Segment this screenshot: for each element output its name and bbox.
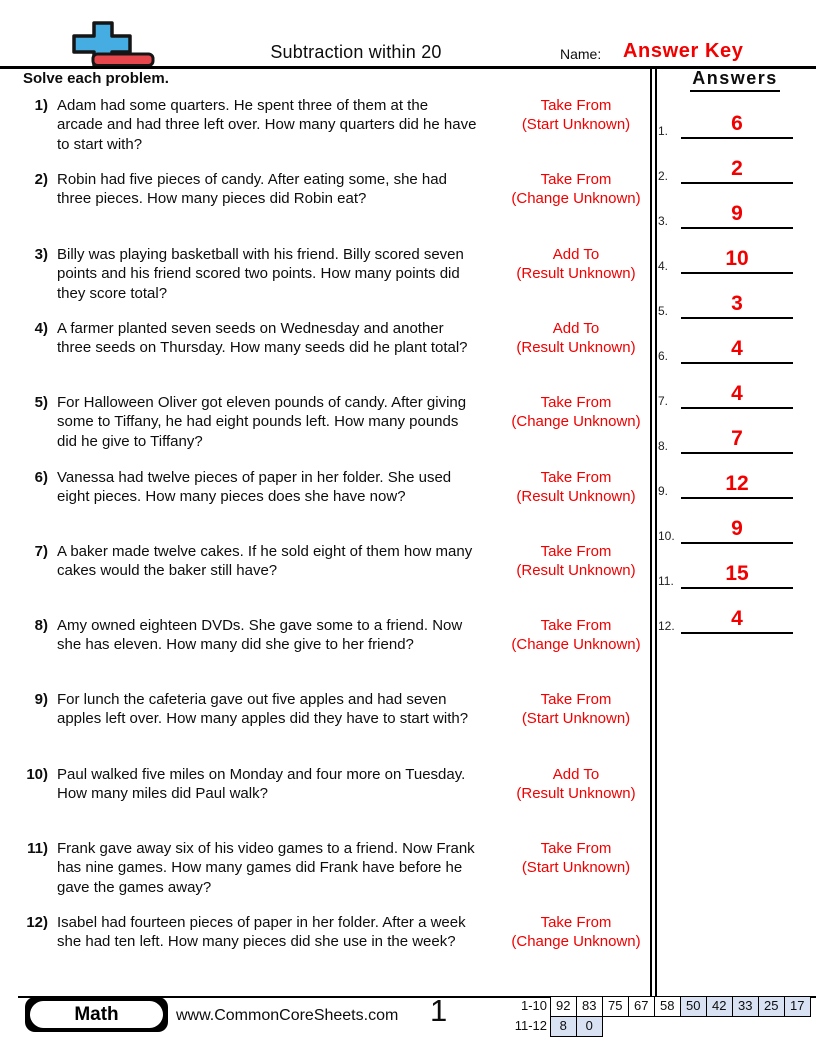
problem-type-label [505,542,647,581]
problem-type-label-line: Take From [540,97,612,114]
answer-item [656,381,796,409]
answer-item-number: 10. [658,529,675,543]
answer-item-number: 4. [658,259,669,273]
problem-type-label [505,319,647,358]
problem-type-label [505,839,647,878]
answer-item [656,516,796,544]
problem-type-label [505,913,647,952]
problem-text-line: gave the games away? [57,878,212,896]
grading-row [503,996,811,1017]
answer-item [656,426,796,454]
problem-type-label-line: Take From [540,469,612,486]
problem-type-label-line: Add To [552,246,600,263]
problem-text [57,393,466,451]
problem-type-label [505,690,647,729]
grading-score-cell: 33 [732,996,760,1017]
grading-score-cell: 92 [550,996,578,1017]
problem-text [57,765,465,804]
answer-item-number: 9. [658,484,669,498]
grading-score-cell: 75 [602,996,630,1017]
answer-blank-line [681,335,793,364]
problem-text-line: Amy owned eighteen DVDs. She gave some to a friend. Now [57,617,463,634]
answer-item-number: 12. [658,619,675,633]
problem-text [57,913,466,952]
problem-number: 4) [34,320,48,337]
problem-text-line: apples left over. How many apples did they have to start with? [57,710,469,728]
problem-text [57,839,475,897]
grading-row [503,1016,811,1037]
problem-text [57,170,447,209]
problem-type-label-line: Add To [552,766,600,783]
problem-type-label [505,170,647,209]
answer-item-number: 6. [658,349,669,363]
problem-type-label [505,96,647,135]
grading-score-cell: 42 [706,996,734,1017]
problem-type-label-line: (Change Unknown) [511,933,641,951]
problem-text-line: For Halloween Oliver got eleven pounds of candy. After giving [57,394,467,411]
problem-type-label-line: (Result Unknown) [516,562,636,580]
problem-text [57,690,468,729]
problem-type-label-line: (Start Unknown) [521,116,631,134]
answer-value: 4 [731,607,743,630]
answer-blank-line [681,155,793,184]
problem-type-label-line: Take From [540,617,612,634]
subject-badge-label: Math [30,1001,163,1028]
problem-text-line: points and his friend scored two points. How many points did [57,265,460,283]
answer-blank-line [681,605,793,634]
answer-value: 9 [731,517,743,540]
problem-text-line: For lunch the cafeteria gave out five apples and had seven [57,691,447,708]
grading-scale-table [503,996,811,1037]
grading-score-cell: 17 [784,996,812,1017]
answer-value: 9 [731,202,743,225]
problem-type-label [505,245,647,284]
answer-item [656,291,796,319]
problem-text-line: How many miles did Paul walk? [57,785,268,803]
problem-text [57,96,476,154]
grading-score-cell: 50 [680,996,708,1017]
problem-number: 11) [27,840,48,857]
problem-type-label-line: (Result Unknown) [516,265,636,283]
problem-type-label-line: (Change Unknown) [511,190,641,208]
subject-badge [25,997,168,1032]
grading-score-cell: 25 [758,996,786,1017]
answer-item [656,156,796,184]
problem-type-label-line: (Result Unknown) [516,785,636,803]
problem-text-line: Vanessa had twelve pieces of paper in her folder. She used [57,469,452,486]
grading-row-label: 11-12 [514,1017,547,1033]
problem-type-label [505,393,647,432]
name-label: Name: [560,46,602,62]
answer-blank-line [681,380,793,409]
problem-type-label-line: Take From [540,691,612,708]
answer-value: 12 [725,472,749,495]
problem-text-line: three seeds on Thursday. How many seeds did he plant total? [57,339,468,357]
answer-item [656,561,796,589]
problem-type-label-line: (Change Unknown) [511,413,641,431]
answer-item [656,471,796,499]
plus-minus-logo-icon [70,21,156,67]
problem-text-line: to start with? [57,135,143,153]
problem-text [57,245,464,303]
problem-number: 8) [34,617,48,634]
answer-blank-line [681,290,793,319]
answer-item-number: 5. [658,304,669,318]
problem-text-line: they score total? [57,284,168,302]
answer-blank-line [681,110,793,139]
problem-text-line: eight pieces. How many pieces does she have now? [57,488,406,506]
problem-text-line: she had ten left. How many pieces did she use in the week? [57,933,456,951]
problem-text-line: Billy was playing basketball with his friend. Billy scored seven [57,246,464,263]
problem-text-line: she has eleven. How many did she give to her friend? [57,636,414,654]
problem-type-label-line: Add To [552,320,600,337]
problem-number: 5) [34,394,48,411]
answer-item-number: 7. [658,394,669,408]
answer-value: 15 [725,562,749,585]
answer-item [656,606,796,634]
answer-blank-line [681,245,793,274]
answer-item [656,201,796,229]
answer-blank-line [681,515,793,544]
problem-number: 12) [26,914,48,931]
problem-type-label-line: Take From [540,543,612,560]
answer-item [656,111,796,139]
answer-value: 2 [731,157,743,180]
problem-text-line: arcade and had three left over. How many quarters did he have [57,116,477,134]
problem-type-label-line: (Result Unknown) [516,339,636,357]
grading-score-cell: 0 [576,1016,604,1037]
grading-score-cell: 67 [628,996,656,1017]
problem-text-line: Paul walked five miles on Monday and four more on Tuesday. [57,766,466,783]
grading-score-cell: 8 [550,1016,578,1037]
problem-text [57,468,451,507]
worksheet-title: Subtraction within 20 [270,42,442,62]
problem-text-line: Adam had some quarters. He spent three of them at the [57,97,429,114]
page-number: 1 [430,993,448,1028]
problem-text [57,319,468,358]
answer-blank-line [681,200,793,229]
answers-heading [660,68,810,92]
problem-type-label-line: (Change Unknown) [511,636,641,654]
problem-text-line: did he give to Tiffany? [57,432,203,450]
problem-number: 10) [26,766,48,783]
answer-item [656,336,796,364]
problem-text-line: Robin had five pieces of candy. After eating some, she had [57,171,447,188]
problem-type-label-line: Take From [540,394,612,411]
problem-type-label-line: (Start Unknown) [521,859,631,877]
problem-text-line: some to Tiffany, he had eight pounds left. How many pounds [57,413,459,431]
problem-text-line: has nine games. How many games did Frank have before he [57,859,463,877]
grading-row-label: 1-10 [520,998,547,1013]
answer-value: 4 [731,382,743,405]
answer-item-number: 3. [658,214,669,228]
problem-text-line: A farmer planted seven seeds on Wednesday and another [57,320,444,337]
problem-text-line: A baker made twelve cakes. If he sold eight of them how many [57,543,473,560]
instructions-text: Solve each problem. [23,70,169,87]
problem-type-label [505,468,647,507]
problem-text [57,542,472,581]
problem-type-label-line: (Result Unknown) [516,488,636,506]
problem-text-line: Frank gave away six of his video games to a friend. Now Frank [57,840,475,857]
answer-item [656,246,796,274]
problem-type-label-line: (Start Unknown) [521,710,631,728]
website-link[interactable]: www.CommonCoreSheets.com [176,1007,399,1024]
answer-blank-line [681,560,793,589]
problem-number: 1) [34,97,48,114]
problem-type-label-line: Take From [540,840,612,857]
problem-text-line: cakes would the baker still have? [57,562,278,580]
problem-number: 6) [34,469,48,486]
problem-type-label-line: Take From [540,914,612,931]
answer-value: 10 [725,247,749,270]
answer-item-number: 8. [658,439,669,453]
answer-value: 7 [731,427,743,450]
answer-value: 6 [731,112,743,135]
answer-value: 4 [731,337,743,360]
problem-text [57,616,462,655]
answer-value: 3 [731,292,743,315]
answer-blank-line [681,470,793,499]
answers-heading-text: Answers [690,68,780,92]
problem-text-line: Isabel had fourteen pieces of paper in her folder. After a week [57,914,466,931]
grading-score-cell: 83 [576,996,604,1017]
grading-score-cell: 58 [654,996,682,1017]
problem-number: 2) [34,171,48,188]
answer-item-number: 1. [658,124,669,138]
problem-number: 7) [34,543,48,560]
answer-blank-line [681,425,793,454]
answer-key-text: Answer Key [623,40,744,62]
answer-item-number: 11. [658,574,674,588]
problem-type-label [505,616,647,655]
problem-type-label [505,765,647,804]
problem-type-label-line: Take From [540,171,612,188]
problem-number: 3) [34,246,48,263]
problem-text-line: three pieces. How many pieces did Robin eat? [57,190,367,208]
answer-item-number: 2. [658,169,669,183]
problem-number: 9) [34,691,48,708]
